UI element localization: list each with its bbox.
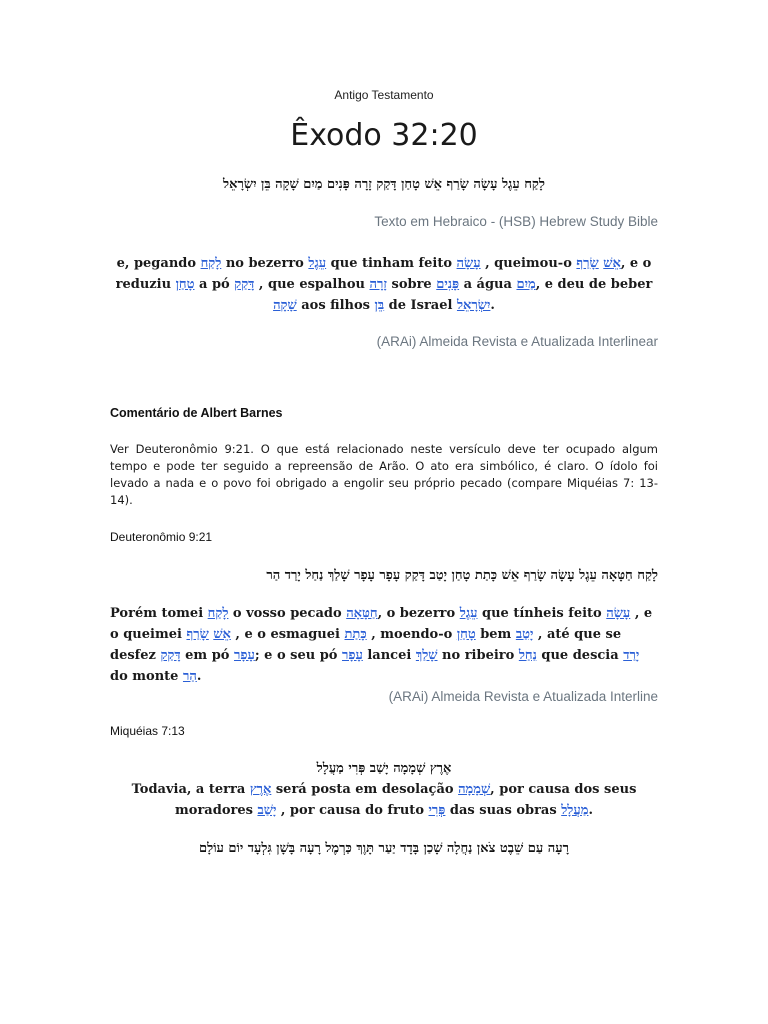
interlinear-text: aos filhos <box>296 298 375 313</box>
interlinear-text: , por causa do fruto <box>276 803 429 818</box>
hebrew-word-link[interactable]: דָּקַק <box>160 648 181 663</box>
hebrew-verse-exodus: לָקַח עֵגֶל עָשָׂה שָׂרַף אֵשׁ טָחַן דָּקַק זָרָה פָּנִים מַיִם שָׁקָה בֵּן יִשְׂרָאֵל <box>223 177 545 192</box>
interlinear-text: que tínheis feito <box>477 606 607 621</box>
hebrew-word-link[interactable]: עָפָר <box>234 648 255 663</box>
interlinear-text: , e o esmaguei <box>230 627 345 642</box>
section-kicker: Antigo Testamento <box>334 88 434 102</box>
ref-micah: Miquéias 7:13 <box>110 724 185 738</box>
interlinear-text: ; e o seu pó <box>254 648 343 663</box>
interlinear-text: , moendo-o <box>366 627 457 642</box>
interlinear-deuteronomy <box>110 603 658 687</box>
interlinear-text: , o bezerro <box>377 606 460 621</box>
hebrew-word-link[interactable]: מַעֲלָל <box>561 803 589 818</box>
commentary-heading: Comentário de Albert Barnes <box>110 406 283 420</box>
interlinear-text: do monte <box>110 669 183 684</box>
interlinear-text: , e deu de beber <box>535 277 653 292</box>
interlinear-source-label-2: (ARAi) Almeida Revista e Atualizada Interline <box>388 689 658 704</box>
interlinear-text: bem <box>475 627 516 642</box>
hebrew-word-link[interactable]: יִשְׂרָאֵל <box>456 298 491 313</box>
interlinear-exodus <box>110 253 658 316</box>
hebrew-word-link[interactable]: שָׁקָה <box>273 298 297 313</box>
interlinear-text: . <box>196 669 202 684</box>
hebrew-word-link[interactable]: פָּנִים <box>436 277 460 292</box>
interlinear-text: de Israel <box>384 298 457 313</box>
hebrew-word-link[interactable]: שָׂרַף <box>186 627 209 642</box>
hebrew-verse-deuteronomy: לָקַח חַטָּאָה עֵגֶל עָשָׂה שָׂרַף אֵשׁ כָּתַת טָחַן יָטַב דָּקַק עָפָר עָפָר שָׁלַךְ נַחַל יָרַד הַר <box>266 568 658 583</box>
hebrew-word-link[interactable]: שְׁמָמָה <box>458 782 491 797</box>
interlinear-text: lancei <box>362 648 416 663</box>
hebrew-word-link[interactable]: טָחַן <box>456 627 476 642</box>
interlinear-text: das suas obras <box>445 803 562 818</box>
hebrew-word-link[interactable]: בֵּן <box>374 298 385 313</box>
interlinear-text: . <box>588 803 593 818</box>
hebrew-word-link[interactable]: שָׂרַף <box>576 256 599 271</box>
hebrew-word-link[interactable]: חַטָּאָה <box>346 606 378 621</box>
hebrew-word-link[interactable]: אֵשׁ <box>603 256 621 271</box>
interlinear-source-label: (ARAi) Almeida Revista e Atualizada Interlinear <box>376 334 658 349</box>
interlinear-text: , até que se desfez <box>110 627 622 663</box>
hebrew-word-link[interactable]: פְּרִי <box>428 803 446 818</box>
hebrew-word-link[interactable]: נַחַל <box>518 648 537 663</box>
interlinear-text: no ribeiro <box>437 648 519 663</box>
hebrew-word-link[interactable]: עָשָׂה <box>456 256 481 271</box>
interlinear-text: que tinham feito <box>326 256 457 271</box>
interlinear-text: e, pegando <box>116 256 201 271</box>
hebrew-word-link[interactable]: מַיִם <box>516 277 536 292</box>
hebrew-verse-micah: אֶרֶץ שְׁמָמָה יָשַׁב פְּרִי מַעֲלָל <box>316 761 452 776</box>
hebrew-word-link[interactable]: יָשַׁב <box>257 803 277 818</box>
interlinear-text: no bezerro <box>221 256 309 271</box>
hebrew-word-link[interactable]: עָפָר <box>342 648 363 663</box>
hebrew-word-link[interactable]: טָחַן <box>175 277 195 292</box>
interlinear-text: , por causa dos seus moradores <box>175 782 637 818</box>
interlinear-text: , que espalhou <box>254 277 370 292</box>
interlinear-text: a pó <box>194 277 235 292</box>
hebrew-word-link[interactable]: דָּקַק <box>234 277 255 292</box>
hebrew-word-link[interactable]: כָּתַת <box>344 627 367 642</box>
interlinear-text: em pó <box>180 648 234 663</box>
interlinear-text: Todavia, a terra <box>131 782 250 797</box>
hebrew-word-link[interactable]: עָשָׂה <box>606 606 631 621</box>
hebrew-word-link[interactable]: אֶרֶץ <box>249 782 272 797</box>
hebrew-source-label: Texto em Hebraico - (HSB) Hebrew Study Bible <box>374 214 658 229</box>
interlinear-micah <box>110 779 658 821</box>
ref-deuteronomy: Deuteronômio 9:21 <box>110 530 213 544</box>
interlinear-text: a água <box>459 277 517 292</box>
page-title: Êxodo 32:20 <box>290 118 478 153</box>
interlinear-text: sobre <box>386 277 437 292</box>
hebrew-word-link[interactable]: זָרָה <box>369 277 387 292</box>
interlinear-text: o vosso pecado <box>228 606 347 621</box>
hebrew-word-link[interactable]: עֵגֶל <box>459 606 478 621</box>
commentary-text: Ver Deuteronômio 9:21. O que está relacionado neste versículo deve ter ocupado algum tempo e pode ter seguido a repreensão de Arão. O ato era simbólico, é claro. O ídolo foi levado a nada e o povo foi obrigado a engolir seu próprio pecado (compare Miquéias 7: 13-14). <box>110 442 658 507</box>
interlinear-text: , queimou-o <box>480 256 577 271</box>
hebrew-word-link[interactable]: שָׁלַךְ <box>415 648 438 663</box>
interlinear-text: , e o reduziu <box>115 256 652 292</box>
hebrew-word-link[interactable]: לָקַח <box>200 256 222 271</box>
hebrew-word-link[interactable]: לָקַח <box>207 606 229 621</box>
hebrew-word-link[interactable]: הַר <box>182 669 197 684</box>
hebrew-verse-micah-14: רָעָה עַם שֵׁבֶט צֹאן נַחֲלָה שָׁכַן בָּדָד יַעַר תָּוֶךְ כַּרְמֶל רָעָה בָּשָׁן גִּלְעָד יוֹם עוֹלָם <box>199 841 569 856</box>
interlinear-text: , e o queimei <box>110 606 653 642</box>
interlinear-text: que descia <box>536 648 624 663</box>
hebrew-word-link[interactable]: עֵגֶל <box>308 256 327 271</box>
hebrew-word-link[interactable]: יָרַד <box>623 648 640 663</box>
hebrew-word-link[interactable]: אֵשׁ <box>213 627 231 642</box>
hebrew-word-link[interactable]: יָטַב <box>515 627 534 642</box>
interlinear-text: . <box>490 298 495 313</box>
interlinear-text: Porém tomei <box>110 606 208 621</box>
interlinear-text: será posta em desolação <box>271 782 459 797</box>
